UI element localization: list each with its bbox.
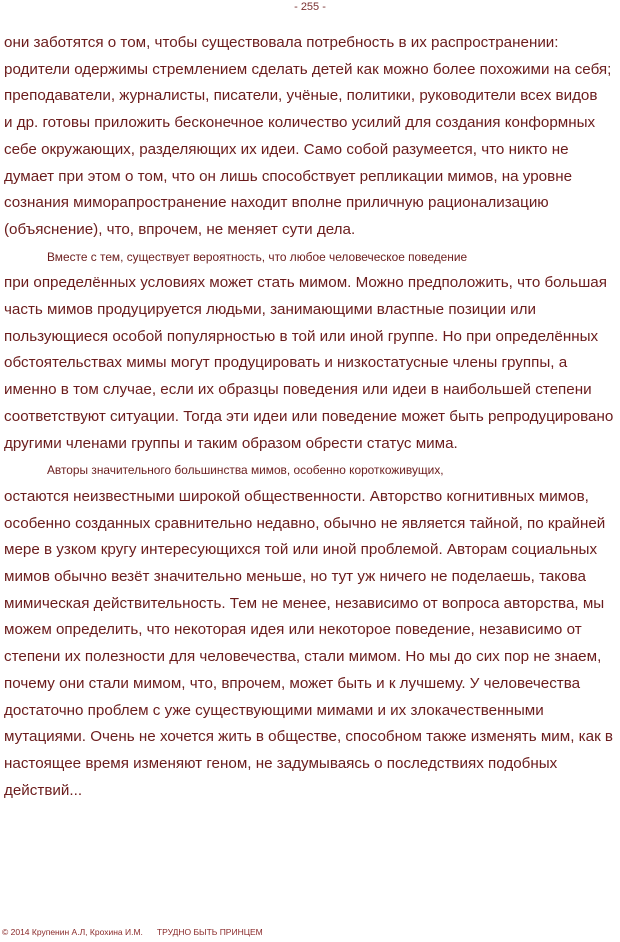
text-body [4, 30, 618, 804]
text-line: при определённых условиях может стать мимом. Можно предположить, что большая [4, 274, 607, 292]
text-line: особенно созданных сравнительно недавно, обычно не является тайной, по крайней [4, 514, 606, 532]
text-line: почему они стали мимом, что, впрочем, может быть и к лучшему. У человечества [4, 674, 581, 692]
text-line: мимов обычно везёт значительно меньше, но тут уж ничего не поделаешь, такова [4, 568, 586, 586]
text-line: мутациями. Очень не хочется жить в обществе, способном также изменять мим, как в [4, 728, 614, 746]
text-line: думает при этом о том, что он лишь способствует репликации мимов, на уровне [4, 167, 573, 185]
text-line: они заботятся о том, чтобы существовала потребность в их распространении: [4, 34, 559, 51]
page-number: - 255 - [294, 1, 326, 13]
text-line: остаются неизвестными широкой общественности. Авторство когнитивных мимов, [4, 487, 589, 505]
text-line: (объяснение), что, впрочем, не меняет сути дела. [4, 220, 356, 238]
text-line: и др. готовы приложить бесконечное количество усилий для создания конформных [4, 114, 596, 132]
text-line: именно в том случае, если их образцы поведения или идеи в наибольшей степени [4, 381, 592, 399]
text-line: мере в узком кругу интересующихся той или иной проблемой. Авторам социальных [4, 541, 598, 559]
text-line: обстоятельствах мимы могут продуцировать и низкостатусные члены группы, а [4, 354, 568, 372]
text-line: достаточно проблем с уже существующими мимами и их злокачественными [4, 701, 544, 719]
footer-copyright: © 2014 Крупенин А.Л, Крохина И.М. [2, 927, 143, 937]
text-line: соответствуют ситуации. Тогда эти идеи или поведение может быть репродуцировано [4, 407, 614, 425]
text-line: можем определить, что некоторая идея или некоторое поведение, независимо от [4, 621, 582, 639]
text-line: преподаватели, журналисты, писатели, учёные, политики, руководители всех видов [4, 87, 598, 105]
text-line: мимическая действительность. Тем не менее, независимо от вопроса авторства, мы [4, 594, 605, 612]
text-line: сознания миморапространение находит вполне приличную рационализацию [4, 194, 549, 212]
text-line: действий... [4, 781, 83, 799]
text-line: пользующиеся особой популярностью в той или иной группе. Но при определённых [4, 327, 599, 345]
text-line: настоящее время изменяют геном, не задумываясь о последствиях подобных [4, 754, 558, 772]
text-line: часть мимов продуцируется людьми, занимающими властные позиции или [4, 301, 536, 319]
footer-book-title: ТРУДНО БЫТЬ ПРИНЦЕМ [156, 927, 263, 937]
text-line: себе окружающих, разделяющих их идеи. Само собой разумеется, что никто не [4, 140, 569, 158]
text-line: Авторы значительного большинства мимов, особенно короткоживущих, [47, 463, 444, 478]
text-line: другими членами группы и таким образом обрести статус мима. [4, 434, 458, 452]
text-line: Вместе с тем, существует вероятность, что любое человеческое поведение [47, 249, 468, 264]
text-line: родители одержимы стремлением сделать детей как можно более похожими на себя; [4, 60, 612, 78]
text-line: степени их полезности для человечества, стали мимом. Но мы до сих пор не знаем, [4, 648, 602, 666]
footer [2, 927, 263, 938]
